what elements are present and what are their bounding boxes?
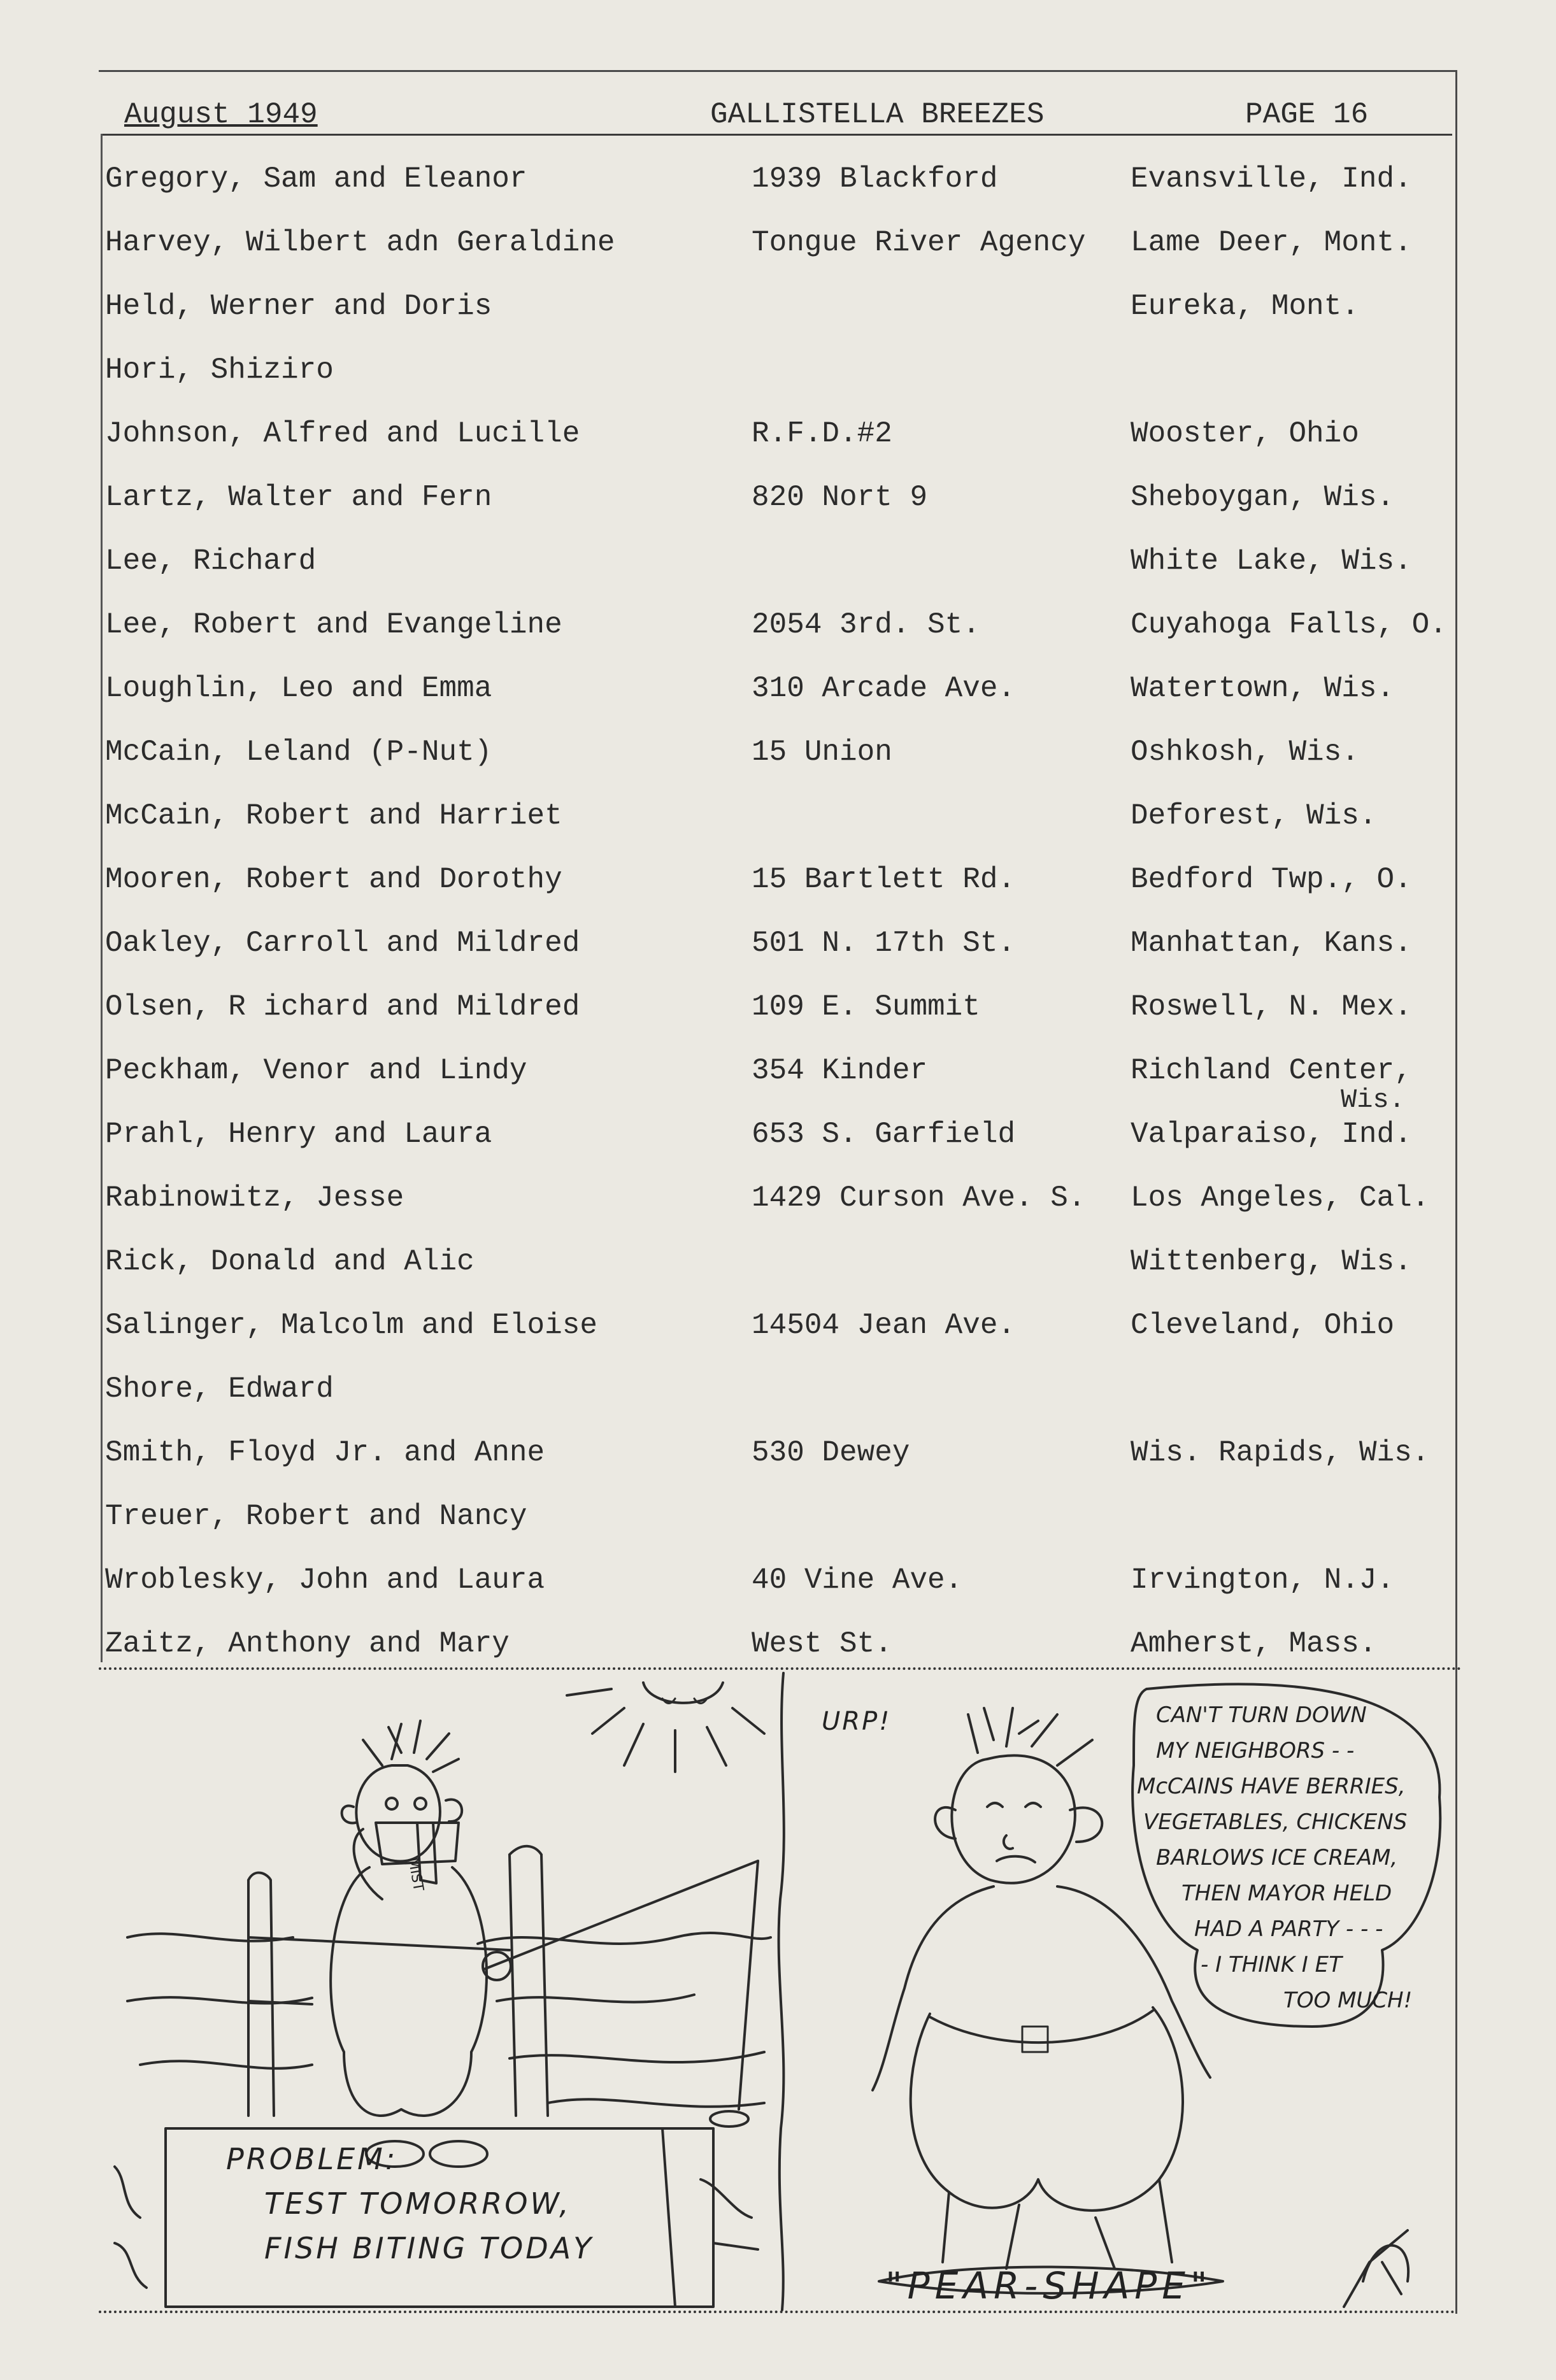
entry-city: Cleveland, Ohio	[1131, 1309, 1395, 1342]
entry-city: Evansville, Ind.	[1131, 162, 1412, 196]
list-item	[0, 417, 1556, 468]
entry-city: Bedford Twp., O.	[1131, 863, 1412, 896]
list-item	[0, 1309, 1556, 1360]
entry-name: Held, Werner and Doris	[105, 290, 492, 323]
speech-line: THEN MAYOR HELD	[1181, 1881, 1392, 1906]
list-item	[0, 1181, 1556, 1232]
entry-name: McCain, Robert and Harriet	[105, 799, 562, 832]
speech-line: MY NEIGHBORS - -	[1156, 1738, 1355, 1764]
entry-city: Eureka, Mont.	[1131, 290, 1359, 323]
entry-address: R.F.D.#2	[752, 417, 892, 450]
list-item	[0, 863, 1556, 914]
bottom-dotted-rule	[99, 2311, 1455, 2313]
entry-name: Loughlin, Leo and Emma	[105, 672, 492, 705]
entry-city: Manhattan, Kans.	[1131, 927, 1412, 960]
entry-address: 14504 Jean Ave.	[752, 1309, 1016, 1342]
entry-address: 501 N. 17th St.	[752, 927, 1016, 960]
book-label: MIST	[404, 1856, 427, 1893]
entry-city: Richland Center,	[1131, 1054, 1412, 1087]
entry-name: Zaitz, Anthony and Mary	[105, 1627, 510, 1660]
list-item	[0, 736, 1556, 787]
entry-address: 1429 Curson Ave. S.	[752, 1181, 1086, 1215]
fishing-caption	[226, 2137, 594, 2270]
entry-name: Lee, Richard	[105, 545, 317, 578]
entry-name: Mooren, Robert and Dorothy	[105, 863, 562, 896]
entry-address: 530 Dewey	[752, 1436, 910, 1469]
speech-bubble-text	[1137, 1697, 1413, 2018]
entry-address: West St.	[752, 1627, 892, 1660]
entry-name: Wroblesky, John and Laura	[105, 1564, 545, 1597]
entry-name: Gregory, Sam and Eleanor	[105, 162, 527, 196]
list-item	[0, 1118, 1556, 1169]
list-item	[0, 608, 1556, 659]
entry-name: McCain, Leland (P-Nut)	[105, 736, 492, 769]
list-item	[0, 1436, 1556, 1487]
list-item	[0, 290, 1556, 341]
entry-city: Watertown, Wis.	[1131, 672, 1395, 705]
list-item	[0, 1500, 1556, 1551]
entry-address: 653 S. Garfield	[752, 1118, 1016, 1151]
page-number: PAGE 16	[1245, 98, 1369, 131]
entry-name: Hori, Shiziro	[105, 353, 334, 387]
speech-line: TOO MUCH!	[1283, 1988, 1413, 2013]
speech-line: McCAINS HAVE BERRIES,	[1137, 1774, 1406, 1799]
speech-line: CAN'T TURN DOWN	[1156, 1702, 1367, 1728]
entry-name: Harvey, Wilbert adn Geraldine	[105, 226, 615, 259]
pear-shape-caption: "PEAR-SHAPE"	[885, 2264, 1213, 2307]
page-header	[102, 96, 1452, 136]
entry-city: Cuyahoga Falls, O.	[1131, 608, 1447, 641]
list-item	[0, 162, 1556, 213]
entry-name: Johnson, Alfred and Lucille	[105, 417, 580, 450]
entry-name: Prahl, Henry and Laura	[105, 1118, 492, 1151]
entry-name: Lee, Robert and Evangeline	[105, 608, 562, 641]
caption-line: FISH BITING TODAY	[264, 2231, 594, 2265]
entry-city: Lame Deer, Mont.	[1131, 226, 1412, 259]
entry-name: Shore, Edward	[105, 1372, 334, 1406]
list-item	[0, 226, 1556, 277]
entry-city: Los Angeles, Cal.	[1131, 1181, 1430, 1215]
speech-line: - I THINK I ET	[1201, 1952, 1342, 1977]
caption-line: TEST TOMORROW,	[264, 2186, 571, 2221]
entry-address: 820 Nort 9	[752, 481, 928, 514]
entry-city: Oshkosh, Wis.	[1131, 736, 1359, 769]
list-item	[0, 1245, 1556, 1296]
caption-line: PROBLEM:	[226, 2142, 398, 2176]
entry-name: Oakley, Carroll and Mildred	[105, 927, 580, 960]
entry-city: Amherst, Mass.	[1131, 1627, 1377, 1660]
entry-name: Rick, Donald and Alic	[105, 1245, 475, 1278]
list-item	[0, 672, 1556, 723]
entry-address: 15 Union	[752, 736, 892, 769]
list-item	[0, 799, 1556, 850]
entry-name: Olsen, R ichard and Mildred	[105, 990, 580, 1023]
speech-line: BARLOWS ICE CREAM,	[1156, 1845, 1398, 1871]
entry-city: Sheboygan, Wis.	[1131, 481, 1395, 514]
list-item	[0, 353, 1556, 404]
list-item	[0, 1054, 1556, 1115]
entry-name: Peckham, Venor and Lindy	[105, 1054, 527, 1087]
entry-city: White Lake, Wis.	[1131, 545, 1412, 578]
entry-city: Wis. Rapids, Wis.	[1131, 1436, 1430, 1469]
speech-line: HAD A PARTY - - -	[1194, 1916, 1383, 1942]
entry-address: 310 Arcade Ave.	[752, 672, 1016, 705]
entry-address: Tongue River Agency	[752, 226, 1086, 259]
header-date: August 1949	[124, 98, 318, 131]
list-item	[0, 990, 1556, 1041]
list-item	[0, 927, 1556, 978]
urp-exclamation: URP!	[822, 1707, 892, 1736]
entry-address: 1939 Blackford	[752, 162, 998, 196]
entry-name: Rabinowitz, Jesse	[105, 1181, 404, 1215]
entry-address: 40 Vine Ave.	[752, 1564, 963, 1597]
entry-city: Valparaiso, Ind.	[1131, 1118, 1412, 1151]
newsletter-title: GALLISTELLA BREEZES	[710, 98, 1045, 131]
list-item	[0, 1372, 1556, 1423]
entry-city: Irvington, N.J.	[1131, 1564, 1395, 1597]
entry-name: Smith, Floyd Jr. and Anne	[105, 1436, 545, 1469]
entry-city: Wittenberg, Wis.	[1131, 1245, 1412, 1278]
entry-city: Roswell, N. Mex.	[1131, 990, 1412, 1023]
entry-city: Deforest, Wis.	[1131, 799, 1377, 832]
entry-name: Treuer, Robert and Nancy	[105, 1500, 527, 1533]
entry-name: Salinger, Malcolm and Eloise	[105, 1309, 597, 1342]
speech-line: VEGETABLES, CHICKENS	[1143, 1809, 1408, 1835]
list-item	[0, 1564, 1556, 1614]
entry-address: 2054 3rd. St.	[752, 608, 980, 641]
entry-city: Wooster, Ohio	[1131, 417, 1359, 450]
list-item	[0, 545, 1556, 595]
list-item	[0, 481, 1556, 532]
entry-name: Lartz, Walter and Fern	[105, 481, 492, 514]
entry-address: 15 Bartlett Rd.	[752, 863, 1016, 896]
entry-address: 354 Kinder	[752, 1054, 928, 1087]
entry-address: 109 E. Summit	[752, 990, 980, 1023]
entry-city-continued: Wis.	[1341, 1085, 1405, 1115]
